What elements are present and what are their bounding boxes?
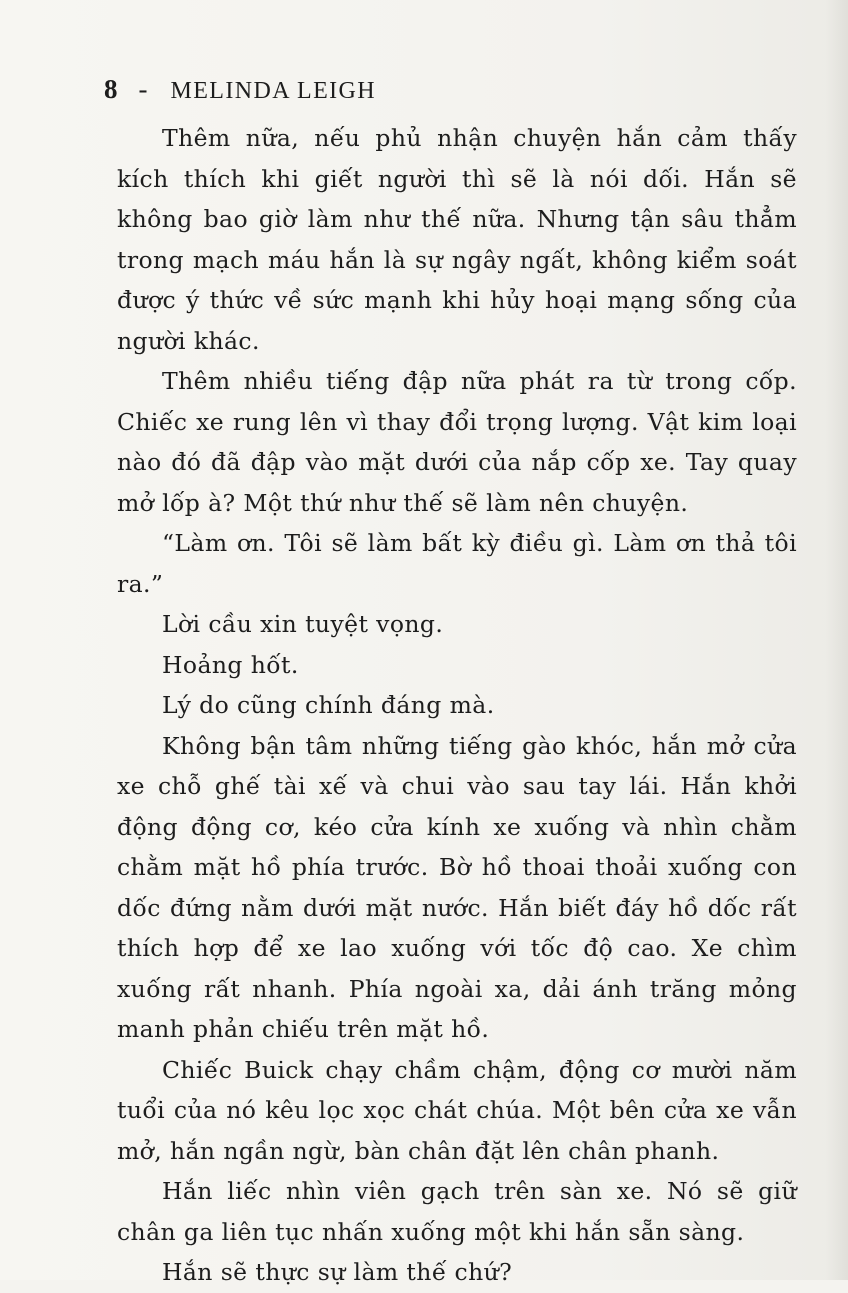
header-separator: - <box>138 74 149 104</box>
paragraph: Thêm nữa, nếu phủ nhận chuyện hắn cảm thấy kích thích khi giết người thì sẽ là nói dối. Hắn sẽ không bao giờ làm như thế nữa. Nhưng tận sâu thẳm trong mạch máu hắn là sự ngây ngất, không kiểm soát được ý thức về sức mạnh khi hủy hoại mạng sống của người khác. <box>117 124 797 355</box>
paragraph: Chiếc Buick chạy chầm chậm, động cơ mười năm tuổi của nó kêu lọc xọc chát chúa. Một bên cửa xe vẫn mở, hắn ngần ngừ, bàn chân đặt lên chân phanh. <box>117 1055 797 1165</box>
page-number: 8 <box>104 74 119 104</box>
page-body-text <box>117 118 797 1293</box>
page-edge-shadow <box>826 0 848 1280</box>
paragraph: Hoảng hốt. <box>162 650 299 679</box>
paragraph: Hắn liếc nhìn viên gạch trên sàn xe. Nó sẽ giữ chân ga liên tục nhấn xuống một khi hắn sẵn sàng. <box>117 1177 797 1246</box>
paragraph: “Làm ơn. Tôi sẽ làm bất kỳ điều gì. Làm ơn thả tôi ra.” <box>117 529 797 598</box>
paragraph: Không bận tâm những tiếng gào khóc, hắn mở cửa xe chỗ ghế tài xế và chui vào sau tay lái. Hắn khởi động động cơ, kéo cửa kính xe xuống và nhìn chằm chằm mặt hồ phía trước. Bờ hồ thoai thoải xuống con dốc đứng nằm dưới mặt nước. Hắn biết đáy hồ dốc rất thích hợp để xe lao xuống với tốc độ cao. Xe chìm xuống rất nhanh. Phía ngoài xa, dải ánh trăng mỏng manh phản chiếu trên mặt hồ. <box>117 731 797 1043</box>
paragraph: Lời cầu xin tuyệt vọng. <box>162 610 444 638</box>
paragraph: Thêm nhiều tiếng đập nữa phát ra từ trong cốp. Chiếc xe rung lên vì thay đổi trọng lượng. Vật kim loại nào đó đã đập vào mặt dưới của nắp cốp xe. Tay quay mở lốp à? Một thứ như thế sẽ làm nên chuyện. <box>117 367 797 517</box>
paragraph: Hắn sẽ thực sự làm thế chứ? <box>162 1258 513 1286</box>
author-name: MELINDA LEIGH <box>170 78 377 104</box>
running-header <box>104 74 376 105</box>
paragraph: Lý do cũng chính đáng mà. <box>162 691 495 719</box>
